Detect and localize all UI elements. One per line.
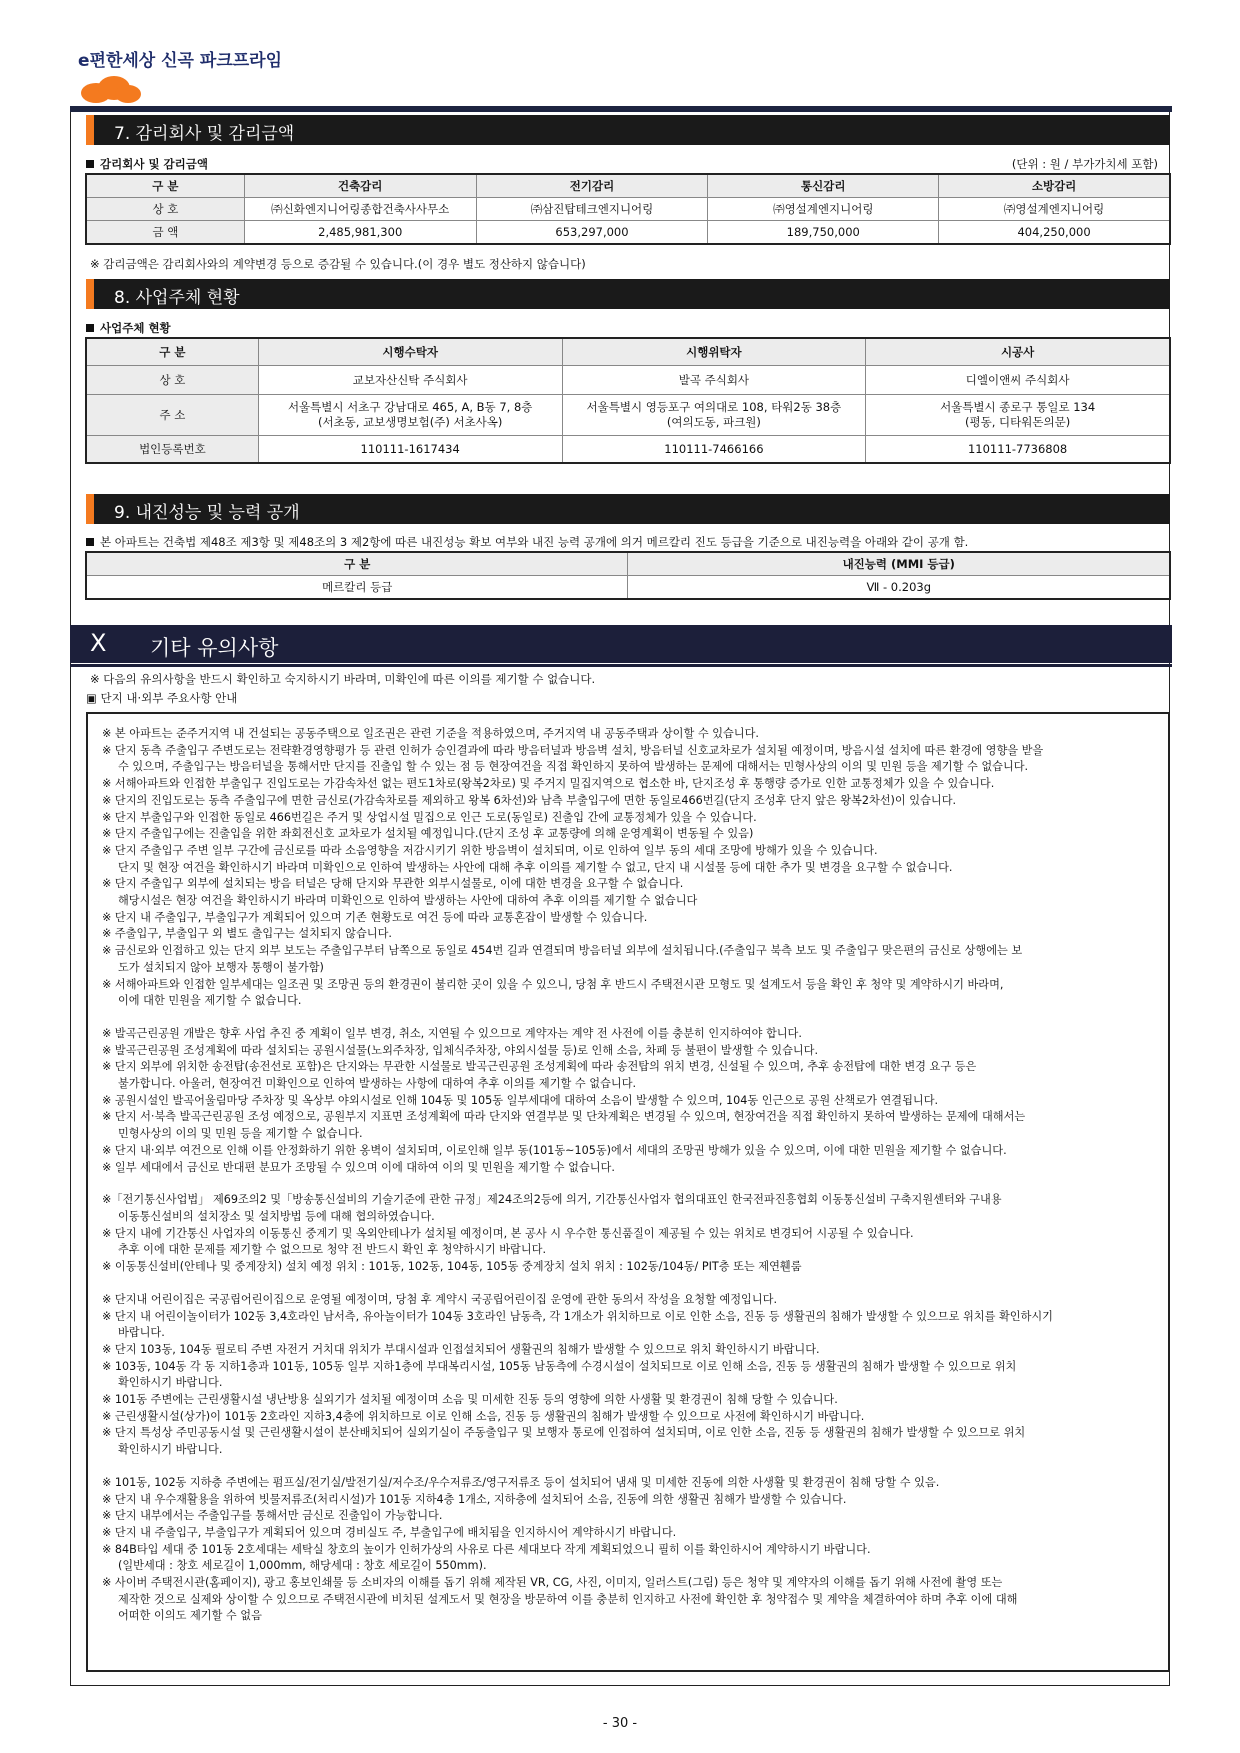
notice-line: ※ 서해아파트와 인접한 부출입구 진입도로는 가감속차선 없는 편도1차로(왕복2차로) 및 주거지 밀집지역으로 협소한 바, 단지조성 후 통행량 증가로 인한 교통정체가 있을 수 있습니다. <box>102 777 995 791</box>
notice-line: 민형사상의 이의 및 민원 등을 제기할 수 없습니다. <box>118 1127 363 1141</box>
notice-line: (일반세대 : 창호 세로길이 1,000mm, 해당세대 : 창호 세로길이 550mm). <box>118 1559 487 1573</box>
section-x-subheading: ▣ 단지 내·외부 주요사항 안내 <box>86 691 238 705</box>
section-8-header <box>86 279 1170 309</box>
brand-title: e편한세상 신곡 파크프라임 <box>78 51 283 71</box>
notice-line: 확인하시기 바랍니다. <box>118 1376 223 1390</box>
notice-line: ※ 단지 주출입구 외부에 설치되는 방음 터널은 당해 단지와 무관한 외부시설물로, 이에 대한 변경을 요구할 수 없습니다. <box>102 877 684 891</box>
section-x-title: 기타 유의사항 <box>150 636 279 660</box>
table-row: 메르칼리 등급 Ⅶ - 0.203g <box>87 576 1170 599</box>
notice-line: 바랍니다. <box>118 1326 165 1340</box>
notice-line: 단지 및 현장 여건을 확인하시기 바라며 미확인으로 인하여 발생하는 사안에 대해 추후 이의를 제기할 수 없고, 단지 내 시설물 등에 대한 추가 및 변경을 요구할 수 없습니다. <box>118 860 953 874</box>
notice-line: ※ 단지 주출입구 주변 일부 구간에 금신로를 따라 소음영향을 저감시키기 위한 방음벽이 설치되며, 이로 인하여 일부 동의 세대 조망에 방해가 있을 수 있습니다. <box>102 843 878 857</box>
notice-line: ※ 단지의 진입도로는 동측 주출입구에 면한 금신로(가감속차로를 제외하고 왕복 6차선)와 남측 부출입구에 면한 동일로466번길(단지 조성후 단지 앞은 왕복2차선)이 있습니다. <box>102 793 957 807</box>
notice-line: 이동통신설비의 설치장소 및 설치방법 등에 대해 협의하였습니다. <box>118 1209 435 1223</box>
notice-line: ※ 이동통신설비(안테나 및 중계장치) 설치 예정 위치 : 101동, 102동, 104동, 105동 중계장치 설치 위치 : 102동/104동/ PIT층 또는 제연휀룸 <box>102 1260 802 1274</box>
notice-line: ※ 단지 내 주출입구, 부출입구가 계획되어 있으며 경비실도 주, 부출입구에 배치됨을 인지하시어 계약하시기 바랍니다. <box>102 1525 677 1539</box>
unit-note: (단위 : 원 / 부가가치세 포함) <box>1011 157 1158 171</box>
notice-line: ※ 103동, 104동 각 동 지하1층과 101동, 105동 일부 지하1층에 부대복리시설, 105동 남동측에 수경시설이 설치되므로 이로 인해 소음, 진동 등 생활권의 침해가 발생할 수 있으므로 위치 <box>102 1359 1017 1373</box>
section-7-header <box>86 115 1170 145</box>
business-entity-table <box>86 338 1170 463</box>
notice-line: ※ 발곡근린공원 개발은 향후 사업 추진 중 계획이 일부 변경, 취소, 지연될 수 있으므로 계약자는 계약 전 사전에 이를 충분히 인지하여야 합니다. <box>102 1026 802 1040</box>
section-8-title: 8. 사업주체 현황 <box>114 288 240 308</box>
notice-line: ※ 단지 서·북측 발곡근린공원 조성 예정으로, 공원부지 지표면 조성계획에 따라 단지와 연결부분 및 단차계획은 변경될 수 있으며, 현장여건을 직접 확인하지 못하여 발생하는 문제에 대해서는 <box>102 1110 1026 1124</box>
notice-line: 어떠한 이의도 제기할 수 없음 <box>118 1609 262 1623</box>
supervision-table <box>86 174 1170 244</box>
notice-line: ※ 주출입구, 부출입구 외 별도 출입구는 설치되지 않습니다. <box>102 927 392 941</box>
notice-line: ※ 단지 내·외부 여건으로 인해 이를 안정화하기 위한 옹벽이 설치되며, 이로인해 일부 동(101동~105동)에서 세대의 조망권 방해가 있을 수 있으며, 이에 대한 민원을 제기할 수 없습니다. <box>102 1143 1007 1157</box>
brand-logo-icon <box>80 75 142 105</box>
notice-line: ※ 단지 동측 주출입구 주변도로는 전략환경영향평가 등 관련 인허가 승인결과에 따라 방음터널과 방음벽 설치, 방음터널 신호교차로가 설치될 예정이며, 방음시설 설치에 따른 환경에 영향을 받을 <box>102 743 1044 757</box>
section-9-header <box>86 494 1170 524</box>
notice-line: ※ 근린생활시설(상가)이 101동 2호라인 지하3,4층에 위치하므로 이로 인해 소음, 진동 등 생활권의 침해가 발생할 수 있으므로 사전에 확인하시기 바랍니다. <box>102 1409 865 1423</box>
section-x-note: ※ 다음의 유의사항을 반드시 확인하고 숙지하시기 바라며, 미확인에 따른 이의를 제기할 수 없습니다. <box>90 672 596 686</box>
notice-line: ※ 84B타입 세대 중 101동 2호세대는 세탁실 창호의 높이가 인허가상의 사유로 다른 세대보다 작게 계획되었으니 필히 이를 확인하시어 계약하시기 바랍니다. <box>102 1542 871 1556</box>
table-row: 주 소 서울특별시 서초구 강남대로 465, A, B동 7, 8층 (서초동, 교보생명보험(주) 서초사옥) 서울특별시 영등포구 여의대로 108, 타워2동 38층 (여의도동, 파크원) 서울특별시 종로구 통일로 134 (평동, 디타워돈의문) <box>87 395 1170 436</box>
notice-line: ※ 단지 내 주출입구, 부출입구가 계획되어 있으며 기존 현황도로 여건 등에 따라 교통혼잡이 발생할 수 있습니다. <box>102 910 648 924</box>
notice-line: ※ 101동 주변에는 근린생활시설 냉난방용 실외기가 설치될 예정이며 소음 및 미세한 진동 등의 영향에 의한 사생활 및 환경권이 침해 당할 수 있습니다. <box>102 1393 838 1407</box>
page-number: - 30 - <box>602 1716 638 1731</box>
table-row: 법인등록번호 110111-1617434 110111-7466166 110111-7736808 <box>87 436 1170 463</box>
table-row: 상 호 교보자산신탁 주식회사 발곡 주식회사 디엘이앤씨 주식회사 <box>87 366 1170 395</box>
notice-line: ※ 금신로와 인접하고 있는 단지 외부 보도는 주출입구부터 남쪽으로 동일로 454번 길과 연결되며 방음터널 외부에 설치됩니다.(주출입구 북측 보도 및 주출입구 맞은편의 금신로 상행에는 보 <box>102 944 1023 958</box>
notice-line: ※ 단지 주출입구에는 진출입을 위한 좌회전신호 교차로가 설치될 예정입니다.(단지 조성 후 교통량에 의해 운영계획이 변동될 수 있음) <box>102 827 754 841</box>
notice-line: ※ 공원시설인 발곡어울림마당 주차장 및 옥상부 야외시설로 인해 104동 및 105동 일부세대에 대하여 소음이 발생할 수 있으며, 104동 인근으로 공원 산책로가 연결됩니다. <box>102 1093 939 1107</box>
top-divider <box>70 106 1172 112</box>
section-8-subheading: 사업주체 현황 <box>86 320 171 336</box>
section-7-title: 7. 감리회사 및 감리금액 <box>114 124 295 144</box>
notice-line: 제작한 것으로 실제와 상이할 수 있으므로 주택전시관에 비치된 설계도서 및 현장을 방문하여 이를 충분히 인지하고 사전에 확인한 후 청약접수 및 계약을 체결하여야 하며 추후 이에 대해 <box>118 1592 1018 1606</box>
section-7-note: ※ 감리금액은 감리회사와의 계약변경 등으로 증감될 수 있습니다.(이 경우 별도 정산하지 않습니다) <box>90 257 586 271</box>
table-header-row: 구 분 시행수탁자 시행위탁자 시공사 <box>87 339 1170 366</box>
section-7-subheading: 감리회사 및 감리금액 <box>86 156 208 172</box>
notice-box <box>86 712 1170 1672</box>
section-9-title: 9. 내진성능 및 능력 공개 <box>114 503 300 523</box>
notice-line: ※ 발곡근린공원 조성계획에 따라 설치되는 공원시설물(노외주차장, 입체식주차장, 야외시설물 등)로 인해 소음, 차폐 등 불편이 발생할 수 있습니다. <box>102 1043 819 1057</box>
notice-line: ※ 101동, 102동 지하층 주변에는 펌프실/전기실/발전기실/저수조/우수저류조/영구저류조 등이 설치되어 냄새 및 미세한 진동에 의한 사생활 및 환경권이 침해 당할 수 있음. <box>102 1475 940 1489</box>
section-9-subheading: 본 아파트는 건축법 제48조 제3항 및 제48조의 3 제2항에 따른 내진성능 확보 여부와 내진 능력 공개에 의거 메르칼리 진도 등급을 기준으로 내진능력을 아래와 같이 공개 함. <box>86 534 968 550</box>
section-x-header <box>70 625 1172 663</box>
notice-line: ※ 단지 특성상 주민공동시설 및 근린생활시설이 분산배치되어 실외기실이 주동출입구 및 보행자 통로에 인접하여 설치되며, 이로 인한 소음, 진동 등 생활권의 침해가 발생할 수 있으므로 위치 <box>102 1426 1026 1440</box>
notice-line: ※ 서해아파트와 인접한 일부세대는 일조권 및 조망권 등의 환경권이 불리한 곳이 있을 수 있으니, 당첨 후 반드시 주택전시관 모형도 및 설계도서 등을 확인 후 청약 및 계약하시기 바라며, <box>102 977 1004 991</box>
section-x-number: Ⅹ <box>90 629 107 657</box>
notice-line: ※ 일부 세대에서 금신로 반대편 분묘가 조망될 수 있으며 이에 대하여 이의 및 민원을 제기할 수 없습니다. <box>102 1160 615 1174</box>
notice-line: 추후 이에 대한 문제를 제기할 수 없으므로 청약 전 반드시 확인 후 청약하시기 바랍니다. <box>118 1243 547 1257</box>
table-row: 상 호 ㈜신화엔지니어링종합건축사사무소 ㈜삼진탑테크엔지니어링 ㈜영설계엔지니어링 ㈜영설계엔지니어링 <box>87 198 1170 221</box>
notice-line: 수 있으며, 주출입구는 방음터널을 통해서만 단지를 진출입 할 수 있는 점 등 현장여건을 직접 확인하지 못하여 발생하는 문제에 대해서는 민형사상의 이의 및 민원 등을 제기할 수 없습니다. <box>118 760 1029 774</box>
notice-line: ※ 단지 외부에 위치한 송전탑(송전선로 포함)은 단지와는 무관한 시설물로 발곡근린공원 조성계획에 따라 송전탑의 위치 변경, 신설될 수 있으며, 추후 송전탑에 대한 변경 요구 등은 <box>102 1060 977 1074</box>
notice-line: ※ 단지 내에 기간통신 사업자의 이동통신 중계기 및 옥외안테나가 설치될 예정이며, 본 공사 시 우수한 통신품질이 제공될 수 있는 위치로 변경되어 시공될 수 있습니다. <box>102 1226 914 1240</box>
seismic-table <box>86 552 1170 599</box>
notice-line: 이에 대한 민원을 제기할 수 없습니다. <box>118 994 302 1008</box>
notice-line: ※ 단지 내 우수재활용을 위하여 빗물저류조(처리시설)가 101동 지하4층 1개소, 지하층에 설치되어 소음, 진동에 의한 생활권 침해가 발생할 수 있습니다. <box>102 1492 847 1506</box>
notice-line: 해당시설은 현장 여건을 확인하시기 바라며 미확인으로 인하여 발생하는 사안에 대하여 추후 이의를 제기할 수 없습니다 <box>118 894 698 908</box>
notice-lines <box>102 726 1152 1625</box>
notice-line: ※ 단지내 어린이집은 국공립어린이집으로 운영될 예정이며, 당첨 후 계약시 국공립어린이집 운영에 관한 동의서 작성을 요청할 예정입니다. <box>102 1292 778 1306</box>
notice-line: 불가합니다. 아울러, 현장여건 미확인으로 인하여 발생하는 사항에 대하여 추후 이의를 제기할 수 없습니다. <box>118 1077 637 1091</box>
notice-line: ※ 단지 내 어린이놀이터가 102동 3,4호라인 남서측, 유아놀이터가 104동 3호라인 남동측, 각 1개소가 위치하므로 이로 인한 소음, 진동 등 생활권의 침해가 발생할 수 있으므로 위치를 확인하시기 <box>102 1309 1053 1323</box>
table-header-row: 구 분 내진능력 (MMI 등급) <box>87 553 1170 576</box>
table-header-row: 구 분 건축감리 전기감리 통신감리 소방감리 <box>87 175 1170 198</box>
notice-line: ※ 단지 부출입구와 인접한 동일로 466번길은 주거 및 상업시설 밀집으로 인근 도로(동일로) 진출입 간에 교통정체가 있을 수 있습니다. <box>102 810 757 824</box>
notice-line: ※ 단지 103동, 104동 필로티 주변 자전거 거치대 위치가 부대시설과 인접설치되어 생활권의 침해가 발생할 수 있으므로 위치 확인하시기 바랍니다. <box>102 1342 820 1356</box>
notice-line: 확인하시기 바랍니다. <box>118 1443 223 1457</box>
notice-line: 도가 설치되지 않아 보행자 통행이 불가함) <box>118 960 324 974</box>
notice-line: ※ 사이버 주택전시관(홈페이지), 광고 홍보인쇄물 등 소비자의 이해를 돕기 위해 제작된 VR, CG, 사진, 이미지, 일러스트(그림) 등은 청약 및 계약자의 이해를 돕기 위해 사전에 촬영 또는 <box>102 1576 1003 1590</box>
notice-line: ※ 단지 내부에서는 주출입구를 통해서만 금신로 진출입이 가능합니다. <box>102 1509 443 1523</box>
table-row: 금 액 2,485,981,300 653,297,000 189,750,000 404,250,000 <box>87 221 1170 244</box>
notice-line: ※「전기통신사업법」 제69조의2 및「방송통신설비의 기술기준에 관한 규정」제24조의2등에 의거, 기간통신사업자 협의대표인 한국전파진흥협회 이동통신설비 구축지원센터와 구내용 <box>102 1193 1002 1207</box>
notice-line: ※ 본 아파트는 준주거지역 내 건설되는 공동주택으로 일조권은 관련 기준을 적용하였으며, 주거지역 내 공동주택과 상이할 수 있습니다. <box>102 727 759 740</box>
